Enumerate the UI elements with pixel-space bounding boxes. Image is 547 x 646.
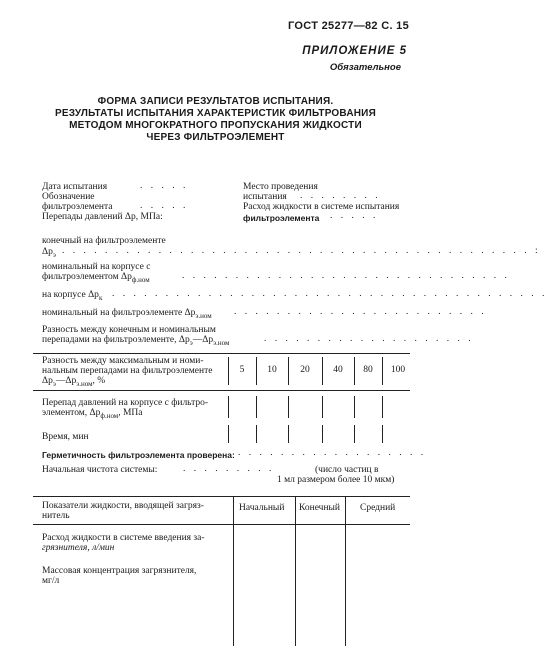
table-row-max-diff-label-2: нальным перепадами на фильтроэлементе <box>42 366 213 376</box>
field-designation-1: Обозначение <box>42 192 95 202</box>
table-divider <box>288 357 289 385</box>
table-divider <box>288 425 289 443</box>
table-divider <box>288 396 289 418</box>
initial-cleanliness-label: Начальная чистота системы: <box>42 465 158 475</box>
table-head-label-1: Показатели жидкости, вводящей загряз- <box>42 501 204 511</box>
table-value-cell: 100 <box>390 365 406 375</box>
table-divider <box>322 425 323 443</box>
dotted-leader: . . . . . . . . . . . . . . . . . . . . <box>264 334 474 344</box>
tightness-check-label: Герметичность фильтроэлемента проверена: <box>42 450 235 460</box>
table-divider <box>228 425 229 443</box>
pressure-nominal-body-1: номинальный на корпусе с <box>42 262 151 272</box>
table-rule <box>33 496 410 497</box>
title-line-2: РЕЗУЛЬТАТЫ ИСПЫТАНИЯ ХАРАКТЕРИСТИК ФИЛЬТРОВАНИЯ <box>55 108 376 119</box>
pressure-nominal-element: номинальный на фильтроэлементе $\Delta p_{э.ном}$ <box>42 308 212 320</box>
dotted-leader: . . . . . . . . . . . . . . . . . . . . . . . . . . . . . . . <box>182 271 510 281</box>
table-rule <box>33 524 410 525</box>
table-col-final: Конечный <box>299 503 341 513</box>
field-flow-1: Расход жидкости в системе испытания <box>243 202 400 212</box>
table-row-concentration-label-2: мг/л <box>42 576 60 586</box>
table-row-concentration-label-1: Массовая концентрация загрязнителя, <box>42 566 197 576</box>
pressure-on-body: на корпусе $\Delta p_к$ <box>42 290 103 302</box>
dotted-leader: . . . . . . . . <box>300 191 381 201</box>
standard-number: ГОСТ 25277—82 С. 15 <box>288 20 409 32</box>
dotted-leader: . . . . . <box>140 201 189 211</box>
table-value-cell: 80 <box>363 365 373 375</box>
table-divider <box>295 496 296 646</box>
table-head-label-2: нитель <box>42 511 70 521</box>
title-line-4: ЧЕРЕЗ ФИЛЬТРОЭЛЕМЕНТ <box>146 132 285 143</box>
table-row-body-drop-label-1: Перепад давлений на корпусе с фильтро- <box>42 398 209 408</box>
table-row-flow-label-1: Расход жидкости в системе введения за- <box>42 533 205 543</box>
table-divider <box>233 496 234 646</box>
initial-cleanliness-note-1: (число частиц в <box>315 465 379 475</box>
field-pressure-drops: Перепады давлений Δp, МПа: <box>42 212 163 222</box>
dotted-leader: . . . . . <box>140 181 189 191</box>
table-row-body-drop-label-2: элементом, $\Delta p_{ф.ном}$, МПа <box>42 408 143 420</box>
appendix-title: ПРИЛОЖЕНИЕ 5 <box>302 45 407 57</box>
field-place-1: Место проведения <box>243 182 318 192</box>
table-divider <box>256 425 257 443</box>
table-value-cell: 20 <box>300 365 310 375</box>
dotted-leader: . . . . . . . . . . . . . . . . . . . . . . . . . . . . . . . . . . . . . . . . . <box>112 289 547 299</box>
dotted-leader: . . . . . . . . . . . . . . . . . . . . . . . . . . . . . . . . . . . . . . . . . . . . : <box>62 246 541 256</box>
table-divider <box>382 396 383 418</box>
title-line-1: ФОРМА ЗАПИСИ РЕЗУЛЬТАТОВ ИСПЫТАНИЯ. <box>97 96 334 107</box>
pressure-final-2: $\Delta p_э$ <box>42 247 56 259</box>
field-place-2: испытания <box>243 192 287 202</box>
field-test-date: Дата испытания <box>42 182 108 192</box>
table-row-max-diff-label-1: Разность между максимальным и номи- <box>42 356 204 366</box>
table-divider <box>322 396 323 418</box>
table-row-time-label: Время, мин <box>42 432 89 442</box>
appendix-status: Обязательное <box>329 62 401 73</box>
pressure-nominal-body-2: фильтроэлементом $\Delta p_{ф.ном}$ <box>42 272 150 284</box>
table-divider <box>382 425 383 443</box>
initial-cleanliness-note-2: 1 мл размером более 10 мкм) <box>277 475 395 485</box>
table-row-max-diff-label-3: $\Delta p_э—\Delta p_{э.ном}$, % <box>42 376 106 388</box>
dotted-leader: . . . . . . . . . . . . . . . . . . . . . . . . <box>234 307 487 317</box>
table-divider <box>228 396 229 418</box>
table-value-cell: 40 <box>333 365 343 375</box>
dotted-leader: . . . . . . . . . <box>183 464 275 474</box>
table-value-cell: 5 <box>239 365 245 375</box>
table-col-initial: Начальный <box>239 503 285 513</box>
pressure-difference-2: перепадами на фильтроэлементе, $\Delta p_э—\Delta p_{э.ном}$ <box>42 335 230 347</box>
table-rule <box>33 353 410 354</box>
pressure-difference-1: Разность между конечным и номинальным <box>42 325 216 335</box>
table-rule <box>33 390 410 391</box>
field-flow-2: фильтроэлемента <box>243 213 320 223</box>
title-line-3: МЕТОДОМ МНОГОКРАТНОГО ПРОПУСКАНИЯ ЖИДКОСТИ <box>69 120 362 131</box>
table-value-cell: 10 <box>267 365 277 375</box>
table-divider <box>256 396 257 418</box>
field-designation-2: фильтроэлемента <box>42 202 113 212</box>
table-divider <box>354 396 355 418</box>
table-divider <box>354 425 355 443</box>
table-divider <box>345 496 346 646</box>
table-row-flow-label-2: грязнителя, л/мин <box>42 543 115 553</box>
dotted-leader: . . . . . . . . . . . . . . . . . . <box>238 448 427 458</box>
dotted-leader: . . . . . <box>330 211 379 221</box>
table-col-average: Средний <box>360 503 396 513</box>
pressure-final-1: конечный на фильтроэлементе <box>42 236 166 246</box>
